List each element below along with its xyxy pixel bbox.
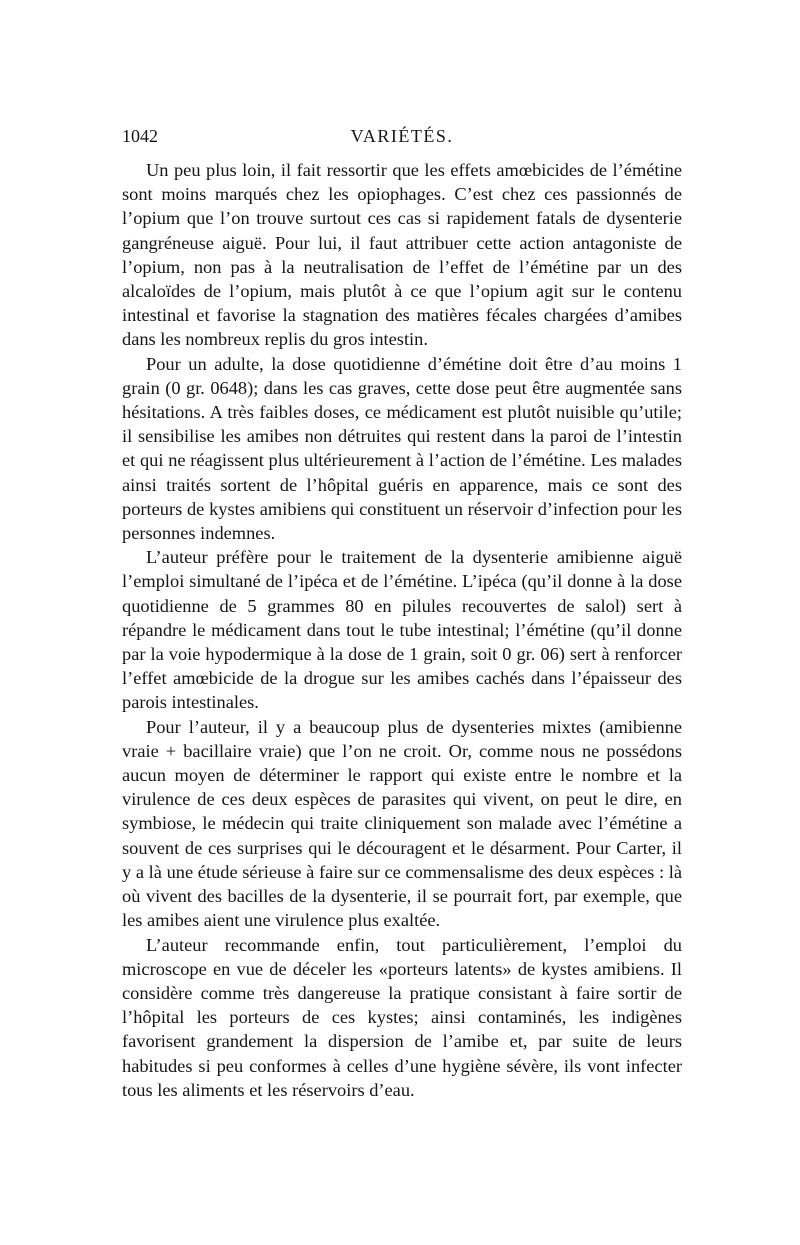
running-title: VARIÉTÉS. (350, 126, 454, 146)
page-number: 1042 (122, 126, 158, 146)
running-header (122, 126, 682, 154)
paragraph-1: Un peu plus loin, il fait ressortir que les effets amœbicides de l’émétine sont moins marqués chez les opiophages. C’est chez ces passionnés de l’opium que l’on trouve surtout ces cas si rapidement fatals de dysenterie gangréneuse aiguë. Pour lui, il faut attribuer cette action antagoniste de l’opium, non pas à la neutralisation de l’effet de l’émétine par un des alcaloïdes de l’opium, mais plutôt à ce que l’opium agit sur le contenu intestinal et favorise la stagnation des matières fécales chargées d’amibes dans les nombreux replis du gros intestin. (122, 160, 682, 350)
paragraph-3: L’auteur préfère pour le traitement de la dysenterie amibienne aiguë l’emploi simultané de l’ipéca et de l’émétine. L’ipéca (qu’il donne à la dose quotidienne de 5 grammes 80 en pilules recouvertes de salol) sert à répandre le médicament dans tout le tube intestinal; l’émétine (qu’il donne par la voie hypodermique à la dose de 1 grain, soit 0 gr. 06) sert à renforcer l’effet amœbicide de la drogue sur les amibes cachés dans l’épaisseur des parois intestinales. (122, 547, 682, 713)
paragraph-2: Pour un adulte, la dose quotidienne d’émétine doit être d’au moins 1 grain (0 gr. 0648); dans les cas graves, cette dose peut être augmentée sans hésitations. A très faibles doses, ce médicament est plutôt nuisible qu’utile; il sensibilise les amibes non détruites qui restent dans la paroi de l’intestin et qui ne réagissent plus ultérieurement à l’action de l’émétine. Les malades ainsi traités sortent de l’hôpital guéris en apparence, mais ce sont des porteurs de kystes amibiens qui constituent un réservoir d’infection pour les personnes indemnes. (122, 353, 682, 544)
article-body (122, 158, 682, 1102)
document-page (122, 126, 682, 1100)
paragraph-4: Pour l’auteur, il y a beaucoup plus de dysenteries mixtes (amibienne vraie + bacillaire vraie) que l’on ne croit. Or, comme nous ne possédons aucun moyen de déterminer le rapport qui existe entre le nombre et la virulence de ces deux espèces de parasites qui vivent, on peut le dire, en symbiose, le médecin qui traite cliniquement son malade avec l’émétine a souvent de ces surprises qui le découragent et le désarment. Pour Carter, il y a là une étude sérieuse à faire sur ce commensalisme des deux espèces : là où vivent des bacilles de la dysenterie, il se pourrait fort, par exemple, que les amibes aient une virulence plus exaltée. (122, 716, 682, 931)
paragraph-5: L’auteur recommande enfin, tout particulièrement, l’emploi du microscope en vue de déceler les «porteurs latents» de kystes amibiens. Il considère comme très dangereuse la pratique consistant à faire sortir de l’hôpital les porteurs de ces kystes; ainsi contaminés, les indigènes favorisent grandement la dispersion de l’amibe et, par suite de leurs habitudes si peu conformes à celles d’une hygiène sévère, ils vont infecter tous les aliments et les réservoirs d’eau. (122, 934, 682, 1100)
